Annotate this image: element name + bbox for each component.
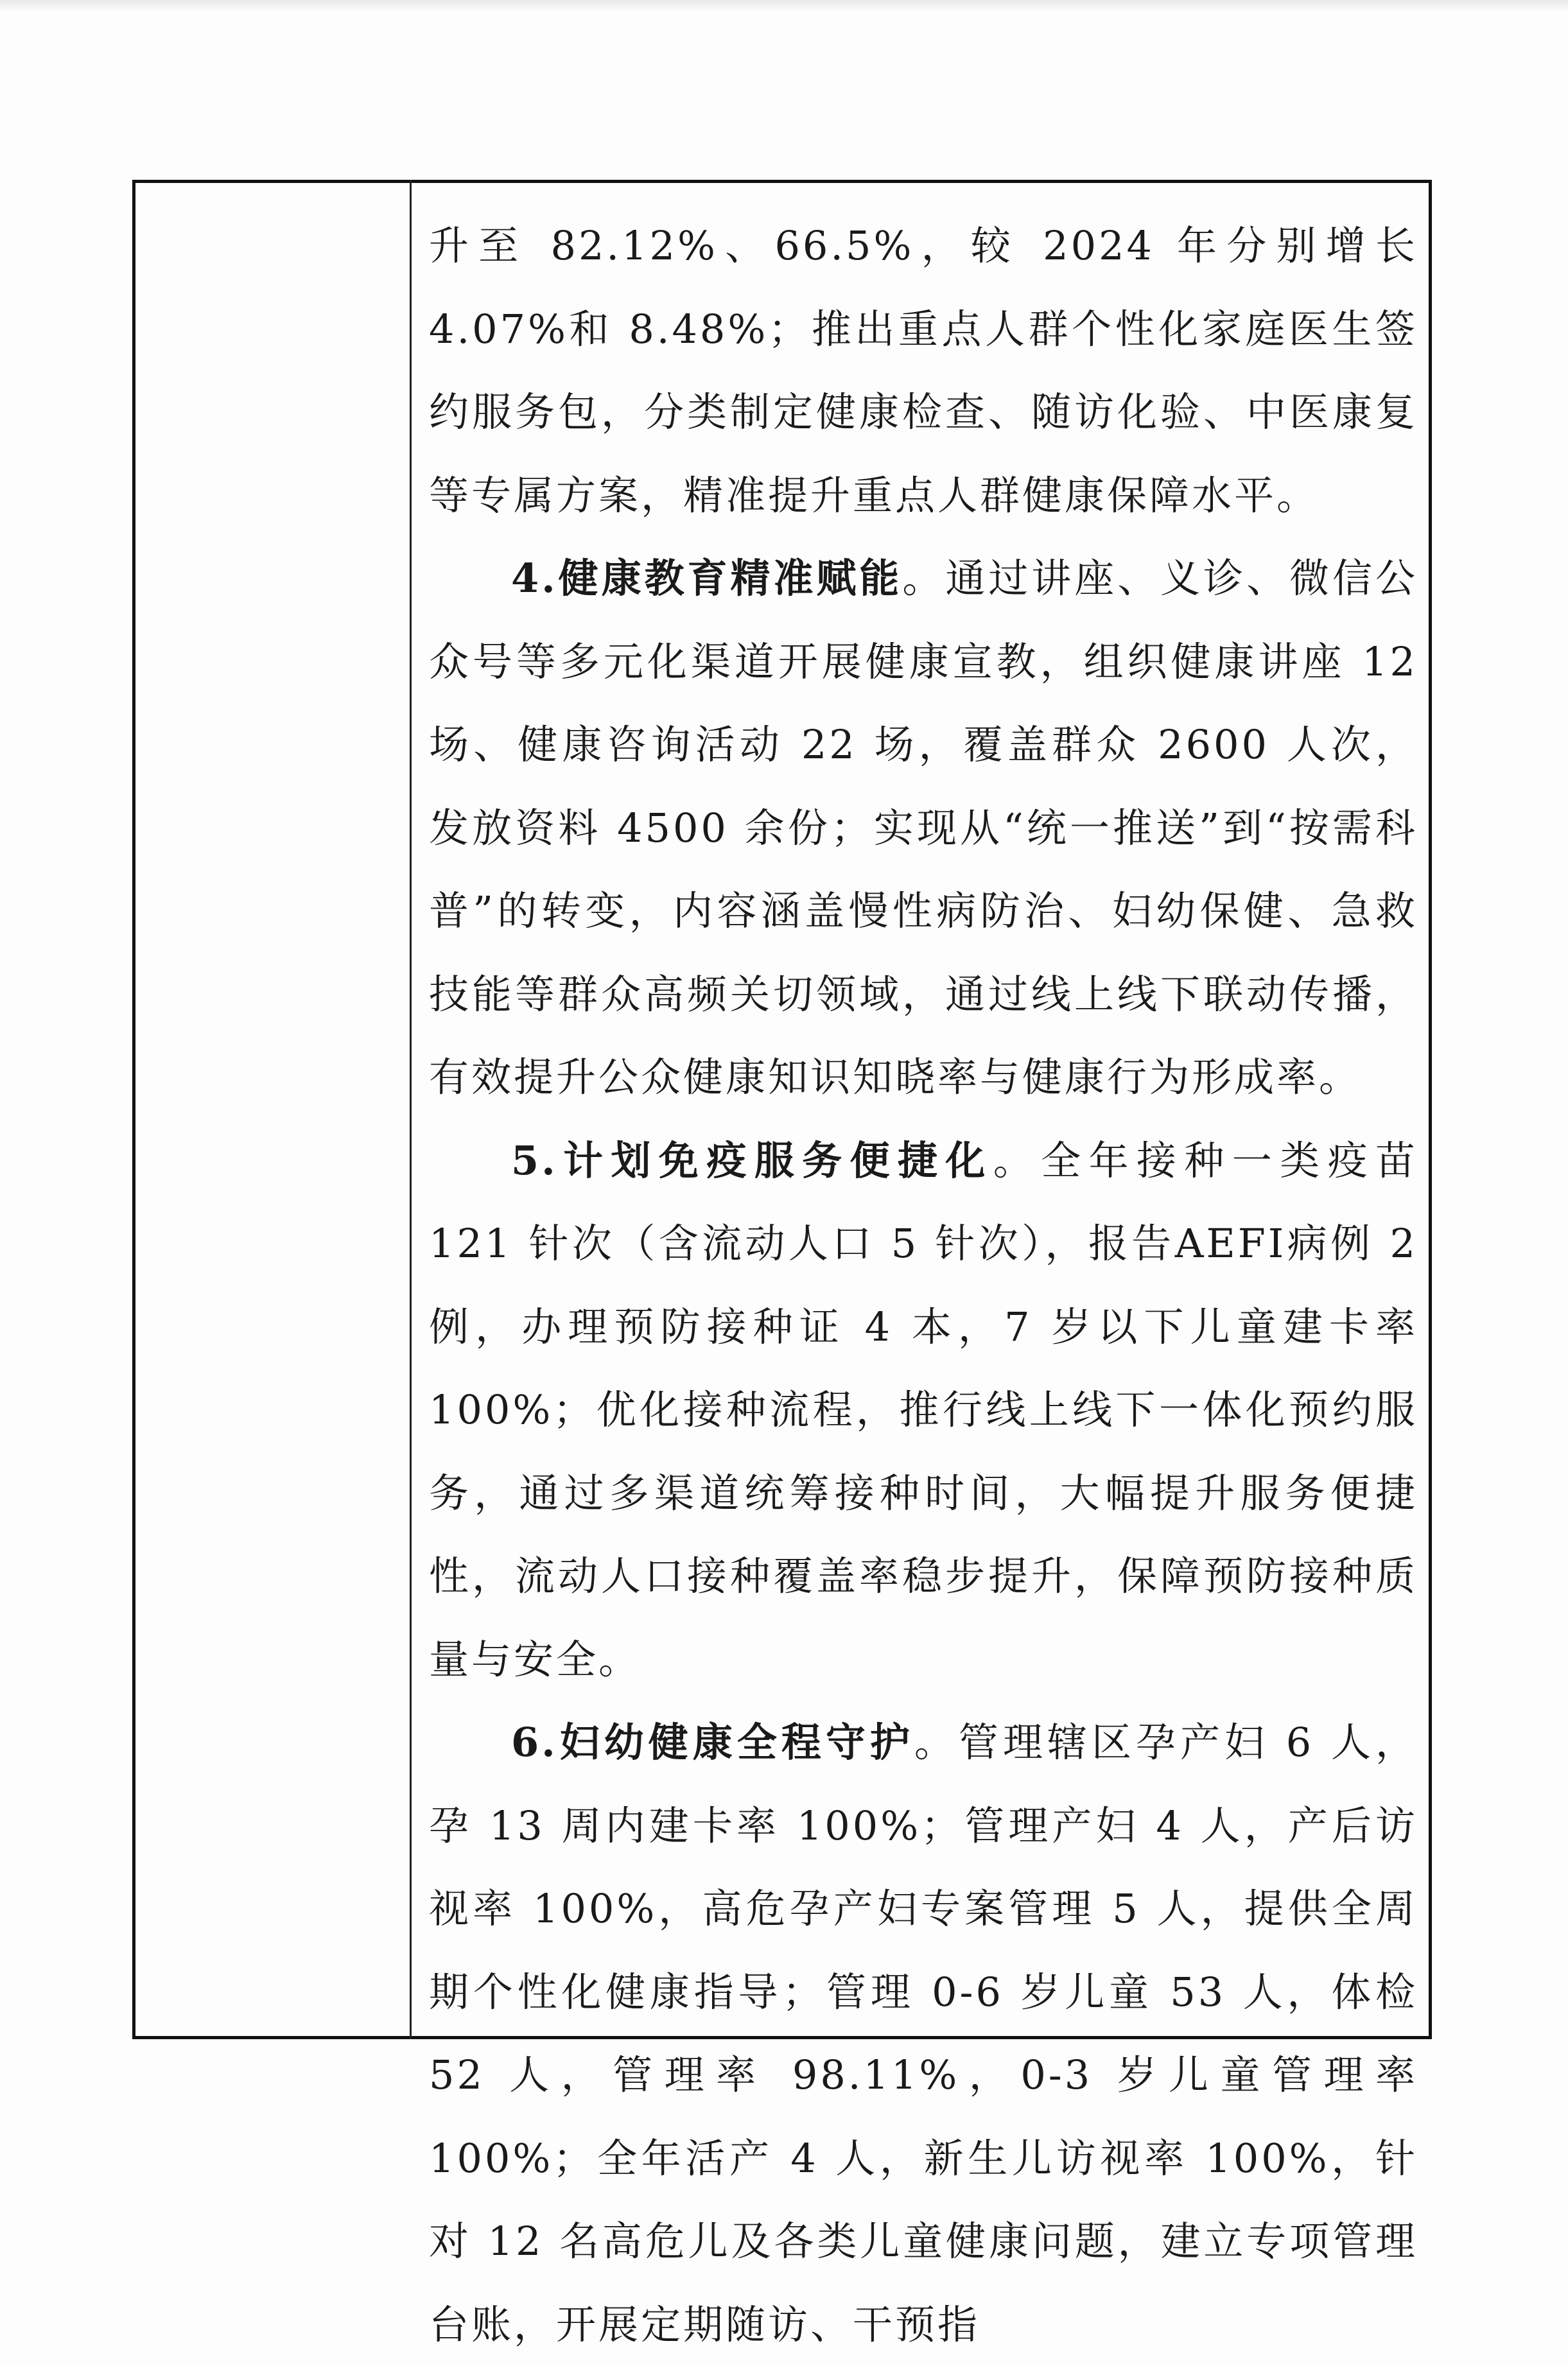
paragraph-heading: 5.计划免疫服务便捷化 <box>511 1136 993 1184</box>
paragraph-heading: 4.健康教育精准赋能 <box>511 555 903 602</box>
paragraph-text: 升至 82.12%、66.5%，较 2024 年分别增长 4.07%和 8.48%；推出重点人群个性化家庭医生签约服务包，分类制定健康检查、随访化验、中医康复等专属方案，精准提升重点人群健康保障水平。 <box>429 222 1418 519</box>
table-left-cell <box>135 183 410 2036</box>
paragraph-text: 。全年接种一类疫苗 121 针次（含流动人口 5 针次），报告AEFI病例 2 例，办理预防接种证 4 本，7 岁以下儿童建卡率 100%；优化接种流程，推行线上线下一体化预约服务，通过多渠道统筹接种时间，大幅提升服务便捷性，流动人口接种覆盖率稳步提升，保障预防接种质量与安全。 <box>429 1136 1418 1683</box>
paragraph-continuation <box>429 204 1418 537</box>
scan-top-edge <box>0 0 1568 12</box>
table-content-cell <box>429 204 1418 2366</box>
table-column-divider <box>410 180 412 2039</box>
paragraph-immunization <box>429 1119 1418 1701</box>
paragraph-health-education <box>429 537 1418 1119</box>
paragraph-text: 。管理辖区孕产妇 6 人，孕 13 周内建卡率 100%；管理产妇 4 人，产后访视率 100%，高危孕产妇专案管理 5 人，提供全周期个性化健康指导；管理 0-6 岁儿童 53 人，体检 52 人，管理率 98.11%，0-3 岁儿童管理率 100%；全年活产 4 人，新生儿访视率 100%，针对 12 名高危儿及各类儿童健康问题，建立专项管理台账，开展定期随访、干预指 <box>429 1719 1418 2348</box>
paragraph-heading: 6.妇幼健康全程守护 <box>511 1719 914 1766</box>
paragraph-maternal-child <box>429 1701 1418 2366</box>
paragraph-text: 。通过讲座、义诊、微信公众号等多元化渠道开展健康宣教，组织健康讲座 12 场、健康咨询活动 22 场，覆盖群众 2600 人次，发放资料 4500 余份；实现从“统一推送”到“按需科普”的转变，内容涵盖慢性病防治、妇幼保健、急救技能等群众高频关切领域，通过线上线下联动传播，有效提升公众健康知识知晓率与健康行为形成率。 <box>429 555 1418 1100</box>
